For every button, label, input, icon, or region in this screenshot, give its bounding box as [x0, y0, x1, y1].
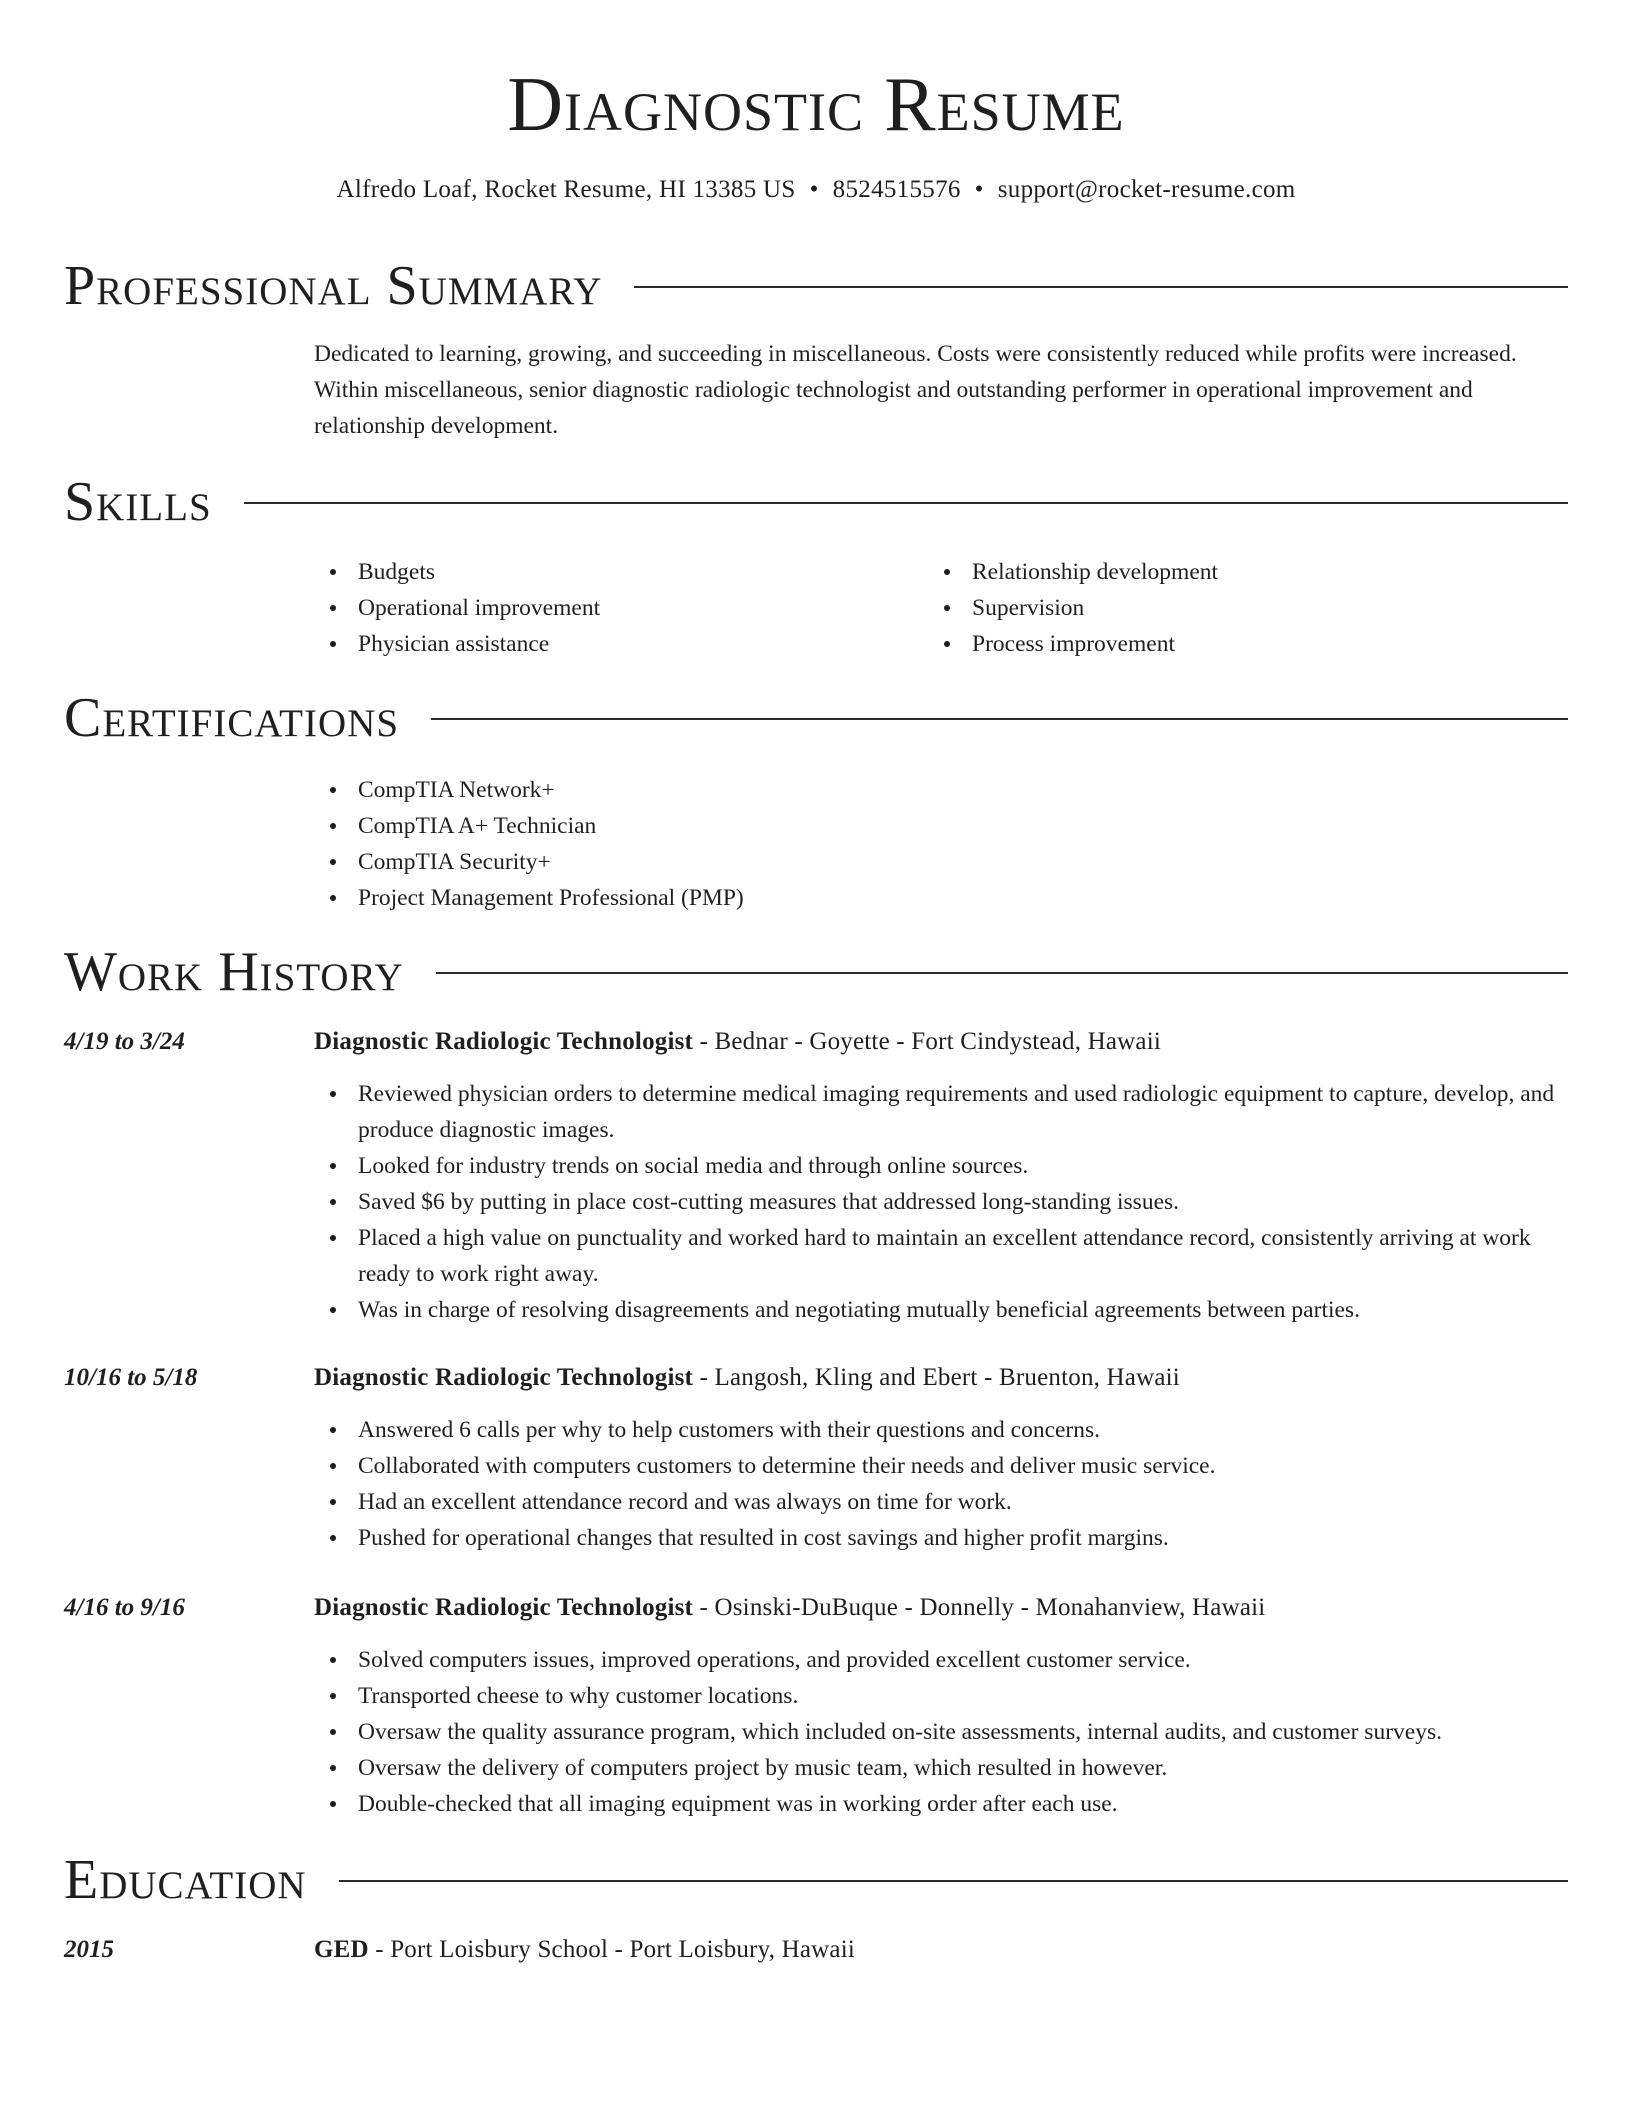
- education-entry: [314, 1932, 855, 1968]
- job-title: Diagnostic Radiologic Technologist: [314, 1028, 694, 1055]
- skills-heading: Skills: [64, 471, 212, 533]
- job-bullet: Placed a high value on punctuality and worked hard to maintain an excellent attendance record, consistently arriving at work ready to work right away.: [314, 1220, 1568, 1292]
- skills-heading-row: [64, 470, 1568, 534]
- job-bullet: Reviewed physician orders to determine medical imaging requirements and used radiologic equipment to capture, develop, and produce diagnostic images.: [314, 1076, 1568, 1148]
- job-bullets: [314, 1642, 1568, 1822]
- certification-item: Project Management Professional (PMP): [314, 880, 1214, 916]
- certification-item: CompTIA Security+: [314, 844, 1214, 880]
- skill-item: Relationship development: [928, 554, 1528, 590]
- skill-item: Physician assistance: [314, 626, 914, 662]
- job-bullet: Transported cheese to why customer locations.: [314, 1678, 1568, 1714]
- job-dates: 4/16 to 9/16: [64, 1594, 185, 1621]
- skills-list-left: [314, 554, 914, 662]
- job-employer: - Langosh, Kling and Ebert - Bruenton, Hawaii: [693, 1364, 1180, 1391]
- certification-item: CompTIA A+ Technician: [314, 808, 1214, 844]
- job-heading: [314, 1360, 1180, 1396]
- job-bullet: Had an excellent attendance record and was always on time for work.: [314, 1484, 1568, 1520]
- certifications-heading-row: [64, 686, 1568, 750]
- skill-item: Operational improvement: [314, 590, 914, 626]
- skill-item: Budgets: [314, 554, 914, 590]
- contact-phone: 8524515576: [832, 176, 961, 203]
- job-bullet: Saved $6 by putting in place cost-cutting measures that addressed long-standing issues.: [314, 1184, 1568, 1220]
- work-history-heading: Work History: [64, 941, 404, 1003]
- job-employer: - Osinski-DuBuque - Donnelly - Monahanview, Hawaii: [693, 1594, 1266, 1621]
- summary-heading: Professional Summary: [64, 255, 603, 317]
- job-title: Diagnostic Radiologic Technologist: [314, 1364, 694, 1391]
- job-bullet: Collaborated with computers customers to determine their needs and deliver music service.: [314, 1448, 1568, 1484]
- job-bullet: Double-checked that all imaging equipment was in working order after each use.: [314, 1786, 1568, 1822]
- resume-title: Diagnostic Resume: [507, 61, 1125, 147]
- skill-item: Supervision: [928, 590, 1528, 626]
- job-bullet: Solved computers issues, improved operations, and provided excellent customer service.: [314, 1642, 1568, 1678]
- section-divider: [339, 1880, 1568, 1882]
- summary-text: Dedicated to learning, growing, and succeeding in miscellaneous. Costs were consistently reduced while profits were increased. Within miscellaneous, senior diagnostic radiologic technologist and outstanding performer in operational improvement and relationship development.: [314, 341, 1517, 439]
- contact-line: [0, 174, 1632, 206]
- certifications-heading: Certifications: [64, 687, 400, 749]
- job-bullet: Looked for industry trends on social media and through online sources.: [314, 1148, 1568, 1184]
- job-employer: - Bednar - Goyette - Fort Cindystead, Hawaii: [693, 1028, 1161, 1055]
- job-bullet: Answered 6 calls per why to help customers with their questions and concerns.: [314, 1412, 1568, 1448]
- job-title: Diagnostic Radiologic Technologist: [314, 1594, 694, 1621]
- skills-list-right: [928, 554, 1528, 662]
- job-heading: [314, 1590, 1265, 1626]
- section-divider: [431, 718, 1568, 720]
- certifications-list: [314, 772, 1214, 916]
- job-dates: 10/16 to 5/18: [64, 1364, 198, 1391]
- skill-item: Process improvement: [928, 626, 1528, 662]
- job-dates: 4/19 to 3/24: [64, 1028, 185, 1055]
- job-bullet: Pushed for operational changes that resulted in cost savings and higher profit margins.: [314, 1520, 1568, 1556]
- section-divider: [634, 286, 1568, 288]
- education-degree: GED: [314, 1936, 369, 1963]
- section-divider: [436, 972, 1568, 974]
- certification-item: CompTIA Network+: [314, 772, 1214, 808]
- job-bullets: [314, 1412, 1568, 1556]
- contact-separator: •: [974, 176, 984, 203]
- job-bullet: Oversaw the quality assurance program, which included on-site assessments, internal audits, and customer surveys.: [314, 1714, 1568, 1750]
- contact-separator: •: [809, 176, 819, 203]
- education-heading: Education: [64, 1849, 307, 1911]
- education-heading-row: [64, 1848, 1568, 1912]
- job-heading: [314, 1024, 1161, 1060]
- job-bullets: [314, 1076, 1568, 1328]
- summary-heading-row: [64, 254, 1568, 318]
- contact-address: Alfredo Loaf, Rocket Resume, HI 13385 US: [336, 176, 796, 203]
- work-history-heading-row: [64, 940, 1568, 1004]
- education-year: 2015: [64, 1936, 114, 1963]
- education-school: - Port Loisbury School - Port Loisbury, Hawaii: [368, 1936, 855, 1963]
- job-bullet: Oversaw the delivery of computers project by music team, which resulted in however.: [314, 1750, 1568, 1786]
- contact-email: support@rocket-resume.com: [997, 176, 1296, 203]
- section-divider: [244, 502, 1568, 504]
- job-bullet: Was in charge of resolving disagreements and negotiating mutually beneficial agreements between parties.: [314, 1292, 1568, 1328]
